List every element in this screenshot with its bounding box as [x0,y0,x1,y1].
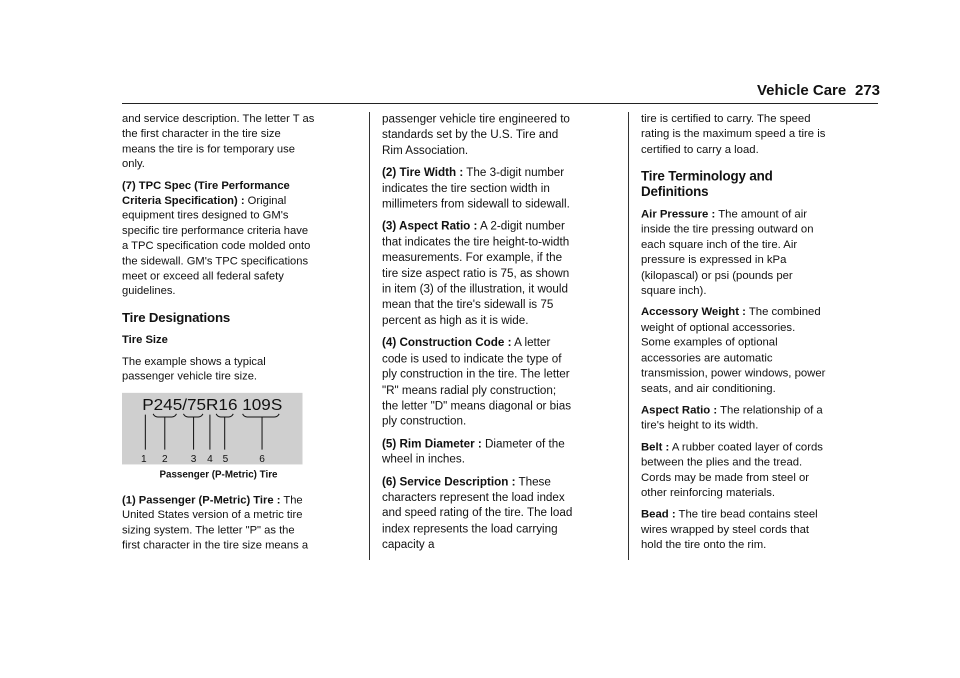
tire-size-figure [122,392,302,464]
callout-label-5: 5 [222,453,229,465]
callout-brackets [145,413,279,449]
term-label: (6) Service Description : [382,475,516,489]
term-text: The United States version of a metric tire sizing system. The letter "P" as the first character in the tire size means a [122,493,309,552]
callout-label-1: 1 [140,453,147,465]
paragraph: and service description. The letter T as the first character in the tire size means the tire is for temporary use only. [122,112,315,171]
term-label: Belt : [641,440,670,454]
term-label: (7) TPC Spec (Tire Performance Criteria Specification) : [122,179,290,207]
term-text: Original equipment tires designed to GM's specific tire performance criteria have a TPC specification code molded onto the sidewall. GM's TPC specifications meet or exceed all federal safety guidelines. [122,194,311,298]
term-label: Air Pressure : [641,208,716,221]
definition-construction-code [382,336,573,430]
term-label: (1) Passenger (P-Metric) Tire : [122,493,281,507]
definition-tpc-spec [122,179,315,300]
tire-size-code: P245/75R16 109S [142,396,283,414]
definition-tire-width [382,166,573,213]
definition-aspect-ratio [641,403,827,434]
term-label: (2) Tire Width : [382,166,464,180]
term-label: (5) Rim Diameter : [382,437,482,451]
section-title: Vehicle Care [757,82,847,99]
paragraph: The example shows a typical passenger vehicle tire size. [122,355,266,383]
term-text: The relationship of a tire's height to its width. [641,403,823,432]
term-text: The tire bead contains steel wires wrapped by steel cords that hold the tire onto the rim. [641,508,818,552]
definition-service-description [382,475,573,554]
term-text: These characters represent the load index and speed rating of the tire. The load index represents the load carrying capacity a [382,475,573,552]
definition-rim-diameter [382,437,573,468]
tire-size-diagram [122,392,302,464]
paragraph: tire is certified to carry. The speed rating is the maximum speed a tire is certified to carry a load. [641,112,826,156]
column-2 [382,112,573,560]
definition-bead [641,507,827,553]
callout-label-2: 2 [161,453,168,465]
definition-aspect-ratio [382,219,573,329]
term-label: (4) Construction Code : [382,336,512,350]
column-3 [641,112,827,559]
term-text: A letter code is used to indicate the type of ply construction in the tire. The letter "R" means radial ply construction; the letter "D" means diagonal or bias ply construction. [382,336,572,429]
term-text: The 3-digit number indicates the tire section width in millimeters from sidewall to sidewall. [382,166,570,211]
column-divider [369,112,370,560]
figure-caption: Passenger (P-Metric) Tire [159,468,278,480]
header-rule [122,103,878,104]
paragraph: passenger vehicle tire engineered to standards set by the U.S. Tire and Rim Association. [382,112,570,158]
term-text: A 2-digit number that indicates the tire height-to-width measurements. For example, if the tire size aspect ratio is 75, as shown in item (3) of the illustration, it would mean that the tire's sidewall is 75 percent as high as it is wide. [382,220,570,328]
callout-label-6: 6 [259,453,265,465]
callout-label-4: 4 [207,453,213,465]
column-1 [122,112,315,560]
definition-passenger-tire [122,493,315,553]
term-label: Accessory Weight : [641,305,746,319]
page-number: 273 [855,82,881,99]
heading-tire-designations: Tire Designations [122,310,231,326]
term-text: Diameter of the wheel in inches. [382,437,565,467]
callout-label-3: 3 [190,453,197,465]
definition-belt [641,440,827,501]
subheading-tire-size: Tire Size [122,333,168,347]
term-text: The combined weight of optional accessories. Some examples of optional accessories are automatic transmission, power windows, power seats, and air conditioning. [641,305,826,395]
term-text: The amount of air inside the tire pressing outward on each square inch of the tire. Air pressure is expressed in kPa (kilopascal) or psi (pounds per square inch). [641,208,814,297]
definition-accessory-weight [641,305,827,397]
definition-air-pressure [641,207,827,299]
term-label: Bead : [641,508,676,521]
column-divider [628,112,629,560]
term-label: (3) Aspect Ratio : [382,220,478,234]
term-text: A rubber coated layer of cords between the plies and the tread. Cords may be made from steel or other reinforcing materials. [641,440,823,500]
term-label: Aspect Ratio : [641,403,718,417]
heading-tire-terminology: Tire Terminology and Definitions [641,168,773,200]
